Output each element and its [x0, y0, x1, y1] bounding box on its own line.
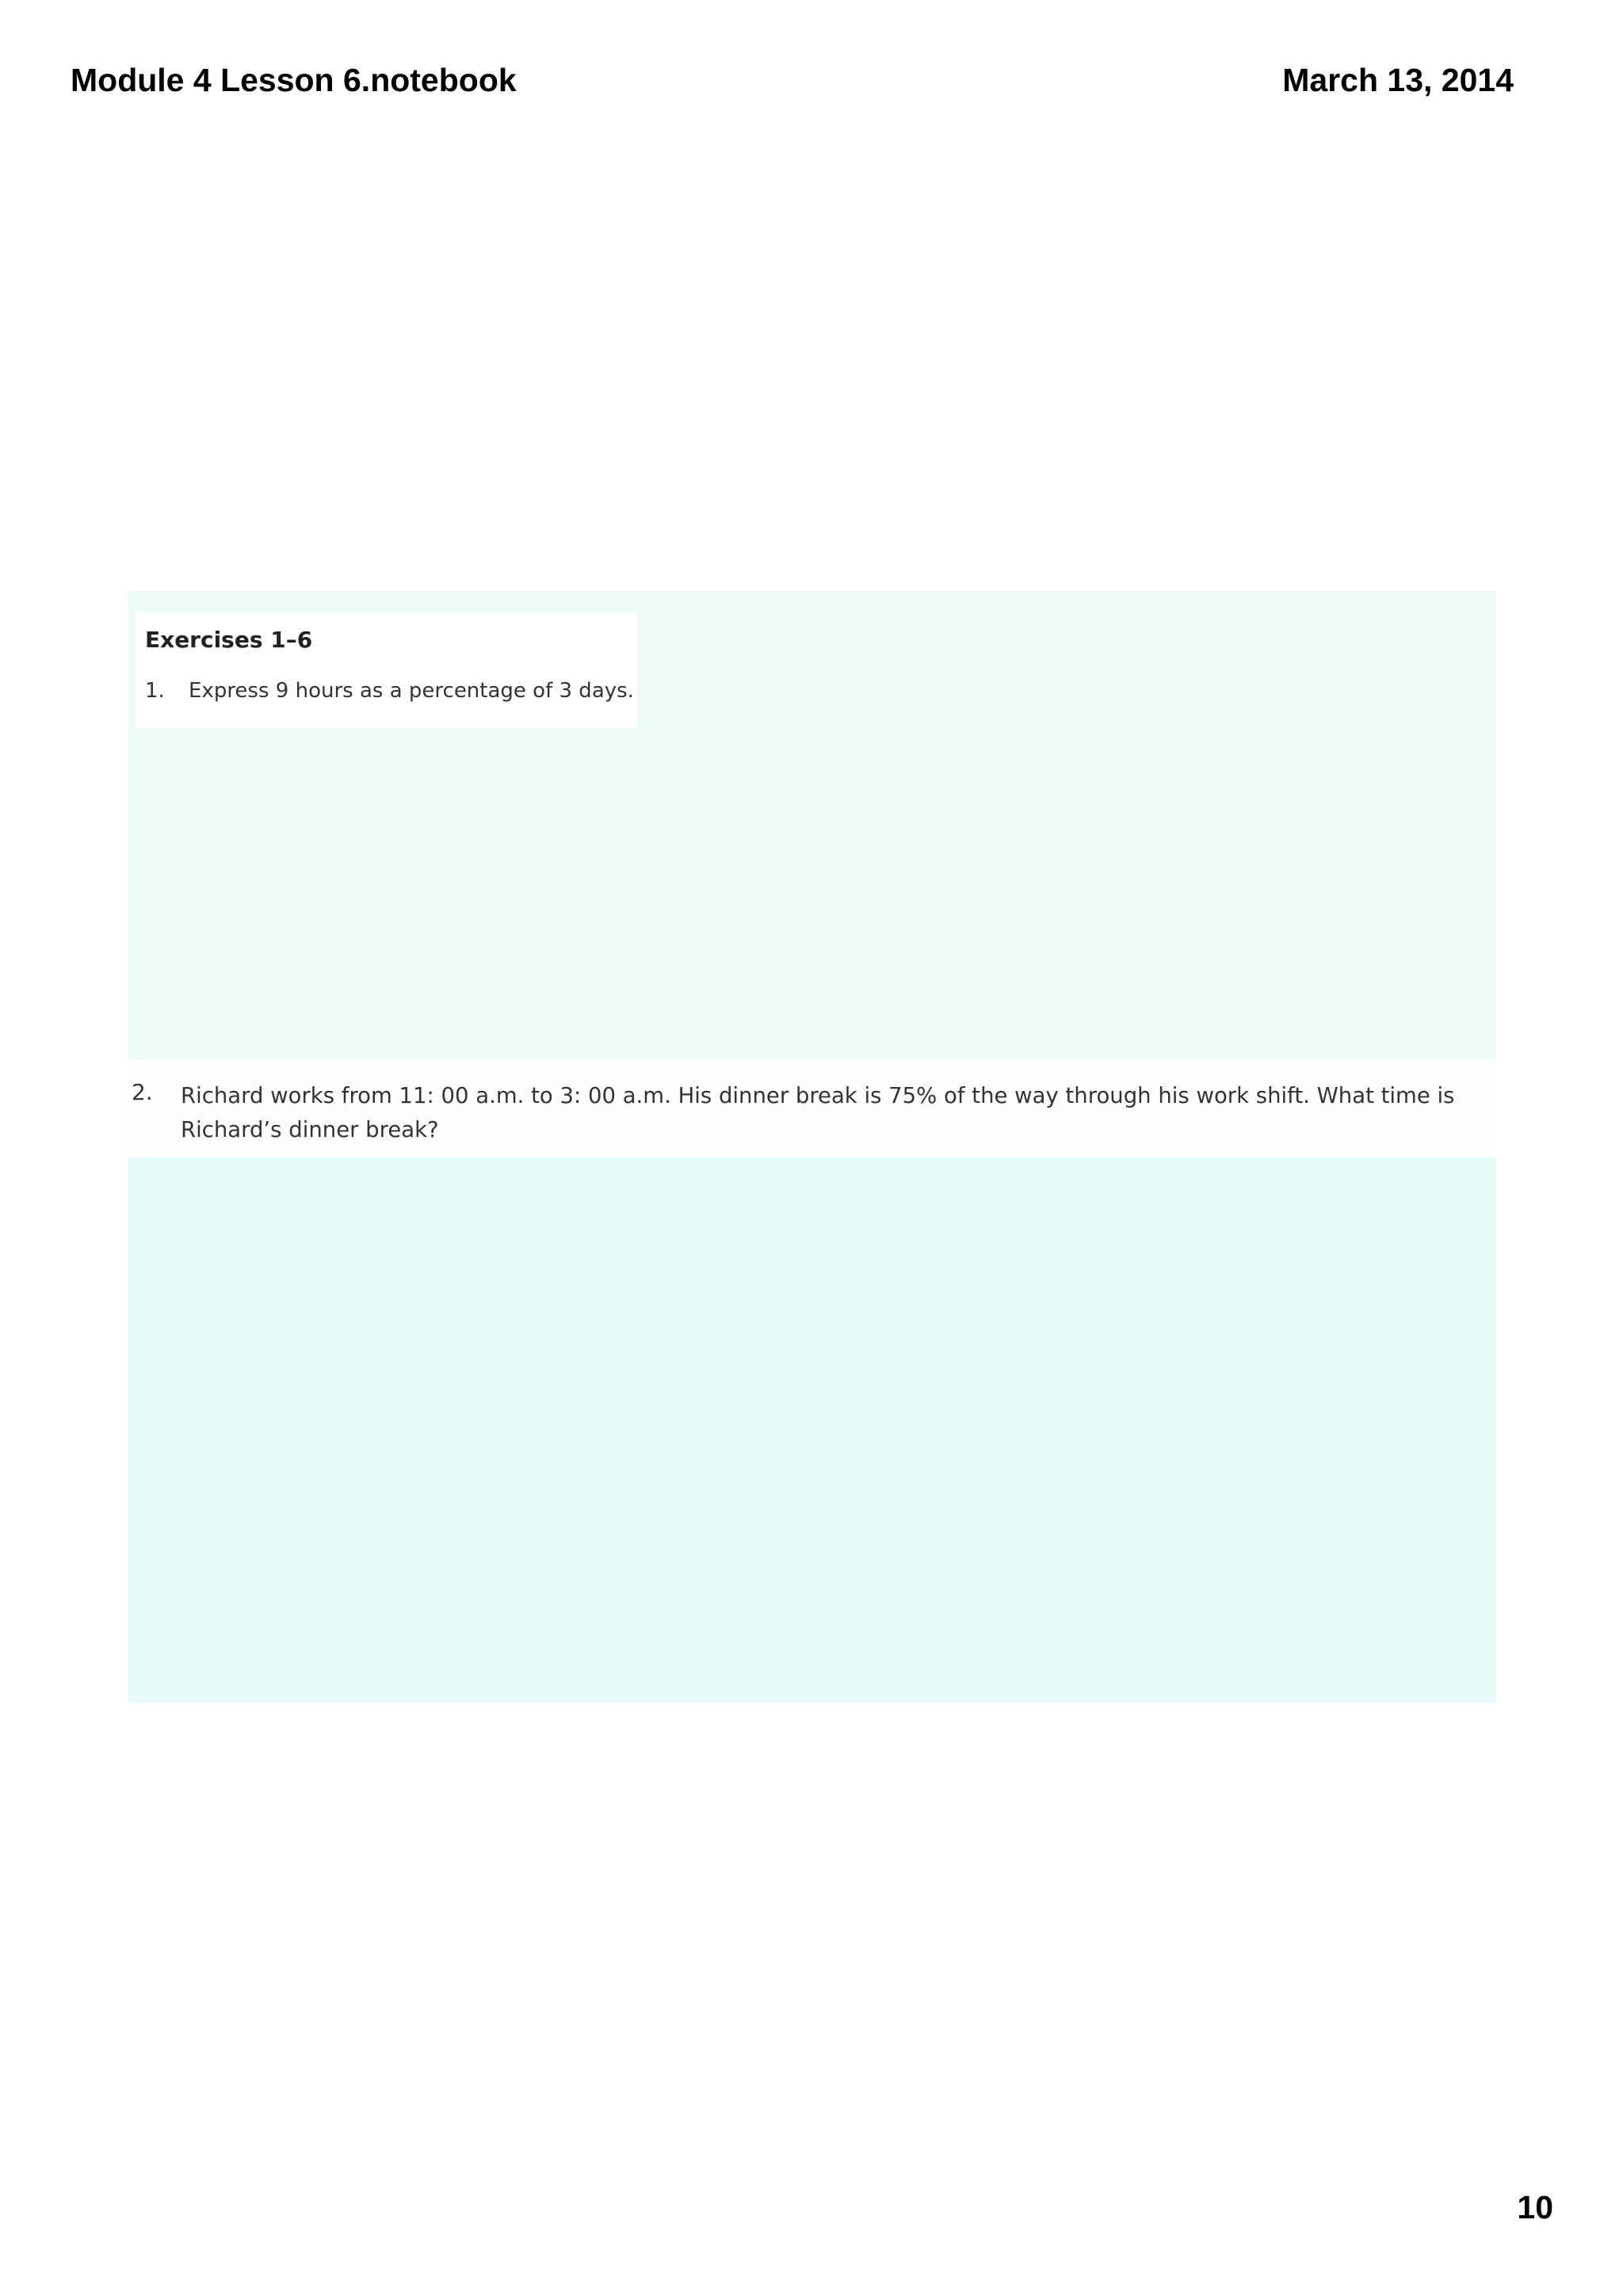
exercise-2-question: [128, 1073, 1496, 1157]
exercise-1-number: 1.: [145, 679, 165, 703]
exercise-2-text: Richard works from 11: 00 a.m. to 3: 00 a.m. His dinner break is 75% of the way through his work shift. What time is Richard’s dinner break?: [181, 1083, 1455, 1142]
page-title: Module 4 Lesson 6.notebook: [71, 62, 517, 98]
page-number: 10: [1517, 2189, 1553, 2225]
page-date: March 13, 2014: [1282, 62, 1514, 98]
exercise-2-number: 2.: [132, 1079, 153, 1105]
answer-area-exercise-2: [128, 1158, 1496, 1703]
exercises-heading: Exercises 1–6: [145, 627, 313, 653]
exercise-1-text: Express 9 hours as a percentage of 3 days.: [189, 679, 634, 703]
exercise-1-card: [136, 612, 637, 728]
